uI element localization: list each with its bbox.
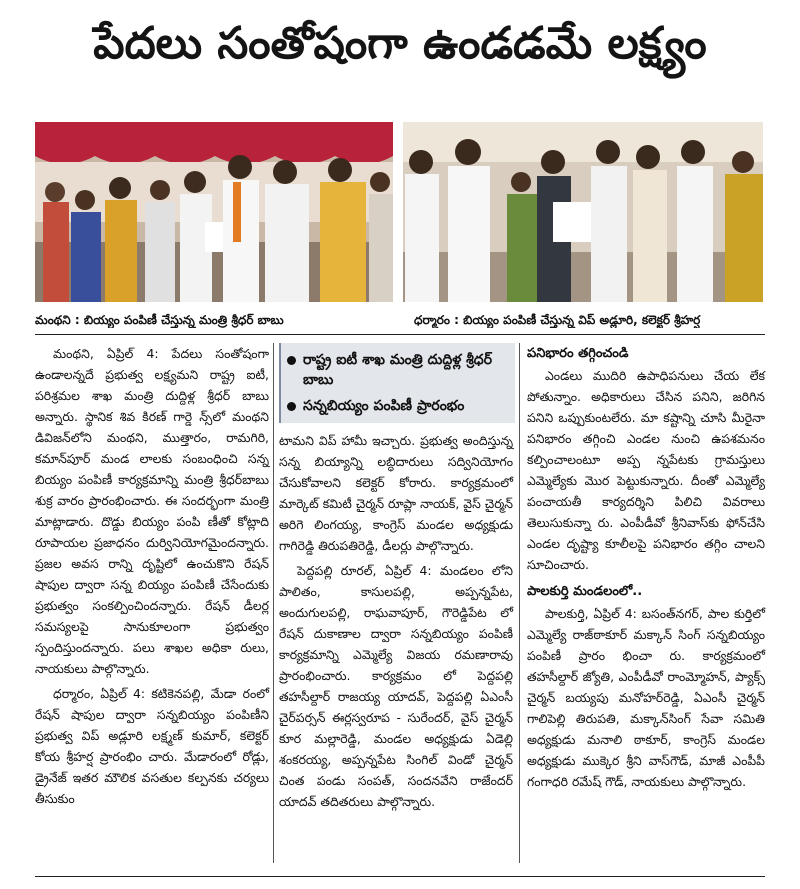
photo-dharmaram [403,122,763,302]
bullet-icon [287,356,296,365]
highlight-item [281,396,515,416]
headline: పేదలు సంతోషంగా ఉండడమే లక్ష్యం [93,18,707,69]
paragraph-continued: టామని విప్ హామీ ఇచ్చారు. ప్రభుత్వ అందిస్తున్న సన్న బియ్యాన్ని లబ్ధిదారులు సద్వినియోగం చేసుకోవాలని కలెక్టర్ కోరారు. కార్యక్రమంలో మార్కెట్ కమిటీ చైర్మన్ రూప్లా నాయక్, వైస్ చైర్మన్ అరిగె లింగయ్య, కాంగ్రెస్ మండల అధ్యక్షుడు గాగిరెడ్డి తిరుపతిరెడ్డి, డీలర్లు పాల్గొన్నారు. [279,433,513,553]
caption-left: మంథని : బియ్యం పంపిణీ చేస్తున్న మంత్రి శ్రీధర్ బాబు [35,313,284,327]
highlight-box [279,343,515,423]
article-column-1 [35,343,269,809]
paragraph-peddapalli: పెద్దపల్లి రూరల్, ఏప్రిల్ 4: మండలం లోని పాలితం, కాసులపల్లి, అప్పన్నపేట, అందుగులపల్లి, రాఘవాపూర్, గౌరెడ్డిపేట లో రేషన్ దుకాణాల ద్వారా సన్నబియ్యం పంపిణీ కార్యక్రమాన్ని ఎమ్మెల్యే విజయ రమణారావు ప్రారంభించారు. కార్యక్రమం లో పెద్దపల్లి తహసీల్దార్ రాజయ్య యాదవ్, పెద్దపల్లి ఏఎంసీ చైర్‌పర్సన్ ఈర్లస్వరూప - సురేందర్, వైస్ చైర్మన్ కూర మల్లారెడ్డి, మండల అధ్యక్షుడు ఏడెల్లి శంకరయ్య, అప్పన్నపేట సింగిల్ విండో చైర్మన్ చింత పండు సంపత్, సందనవేని రాజేందర్ యాదవ్ తదితరులు పాల్గొన్నారు. [279,563,513,809]
paragraph-manthani: మంథని, ఏప్రిల్ 4: పేదలు సంతోషంగా ఉండాలన్నదే ప్రభుత్వ లక్ష్యమని రాష్ట్ర ఐటీ, పరిశ్రమల శాఖ మంత్రి దుద్దిళ్ల శ్రీధర్ బాబు అన్నారు. స్థానిక శివ కిరణ్ గార్డె న్స్‌లో మంథని డివిజన్‌లోని మంథని, ముత్తారం, రామగిరి, కమాన్‌పూర్ మండ లాలకు సంబంధించి సన్న బియ్యం పంపిణీ కార్యక్రమాన్ని మంత్రి శ్రీధర్‌బాబు శుక్ర వారం ప్రారంభించారు. ఈ సందర్భంగా మంత్రి మాట్లాడారు. దొడ్డు బియ్యం పంపి ణీతో కోట్లాది రూపాయల ప్రజాధనం దుర్వినియోగమైందన్నారు. ప్రజల అవస రాన్ని దృష్టిలో ఉంచుకొని రేషన్ షాపుల ద్వారా సన్న బియ్యం పంపిణీ చేసేందుకు ప్రభుత్వం సంకల్పించిందన్నారు. రేషన్ డీలర్ల సమస్యలపై సానుకూలంగా ప్రభుత్వం స్పందిస్తుందన్నారు. పలు శాఖల అధికా రులు, నాయకులు పాల్గొన్నారు. [35,346,269,676]
subheading-workload: పనిభారం తగ్గించండి [527,346,629,361]
column-divider-2 [519,343,520,863]
paragraph-palakurthi: పాలకుర్తి, ఏప్రిల్ 4: బసంత్‌నగర్, పాల కుర్తిలో ఎమ్మెల్యే రాజ్‌ఠాకూర్ మక్కాన్ సింగ్ సన్నబియ్యం పంపిణీ ప్రారం భించా రు. కార్యక్రమంలో తహసీల్దార్ జ్యోతి, ఎంపీడీవో రాంమ్మోహన్, ప్యాక్స్ చైర్మన్ బయ్యపు మనోహర్‌రెడ్డి, ఏఎంసీ చైర్మన్ గాలిపెల్లి తిరుపతి, మక్కాన్‌సింగ్ సేవా సమితి అధ్యక్షుడు మనాలి ఠాకూర్, కాంగ్రెస్ మండల అధ్యక్షుడు ముక్కెర శ్రీని వాస్‌గౌడ్, మాజీ ఎంపీపీ గంగాధరి రమేష్ గౌడ్, నాయకులు పాల్గొన్నారు. [527,606,765,789]
bottom-rule [35,876,765,877]
article-column-3 [527,343,765,792]
paragraph-workload: ఎండలు ముదిరి ఉపాధిపనులు చేయ లేక పోతున్నాం. అధికారులు చేసిన పనిని, జరిగిన పనిని ఒప్పుకుంటలేరు. మా కష్టాన్ని చూసి మీరైనా పనిభారం తగ్గించి ఎండల నుంచి ఉపశమనం కల్పించాలంటూ అప్ప న్నపేటకు గ్రామస్తులు ఎమ్మెల్యేకు మొర పెట్టుకున్నారు. దీంతో ఎమ్మెల్యే పంచాయతీ కార్యదర్శిని పిలిచి వివరాలు తెలుసుకున్నా రు. ఎంపీడీవో శ్రీనివాస్‌కు ఫోన్‌చేసి ఎండల దృష్ట్యా కూలీలపై పనిభారం తగ్గిం చాలని సూచించారు. [527,368,765,572]
subheading-palakurthi: పాలకుర్తి మండలంలో.. [527,584,643,599]
column-divider-1 [273,343,274,863]
highlight-item [281,350,515,390]
highlight-text: రాష్ట్ర ఐటీ శాఖ మంత్రి దుద్దిళ్ల శ్రీధర్ బాబు [303,352,492,388]
caption-right: ధర్మారం : బియ్యం పంపిణీ చేస్తున్న విప్ అడ్లూరి, కలెక్టర్ శ్రీహర్ష [414,313,701,327]
article-column-2 [279,430,513,812]
caption-divider [35,334,765,335]
bullet-icon [287,402,296,411]
paragraph-dharmaram: ధర్మారం, ఏప్రిల్ 4: కటికెనపల్లి, మేడా రంలో రేషన్ షాపుల ద్వారా సన్నబియ్యం పంపిణీని ప్రభుత్వ విప్ అడ్లూరి లక్ష్మణ్ కుమార్, కలెక్టర్ కోయ శ్రీహర్ష ప్రారంభిం చారు. మేడారంలో రోడ్లు, డ్రైనేజ్ ఇతర మౌలిక వసతుల కల్పనకు చర్యలు తీసుకుం [35,686,269,806]
photo-manthani [35,122,393,302]
highlight-text: సన్నబియ్యం పంపిణీ ప్రారంభం [303,398,465,414]
